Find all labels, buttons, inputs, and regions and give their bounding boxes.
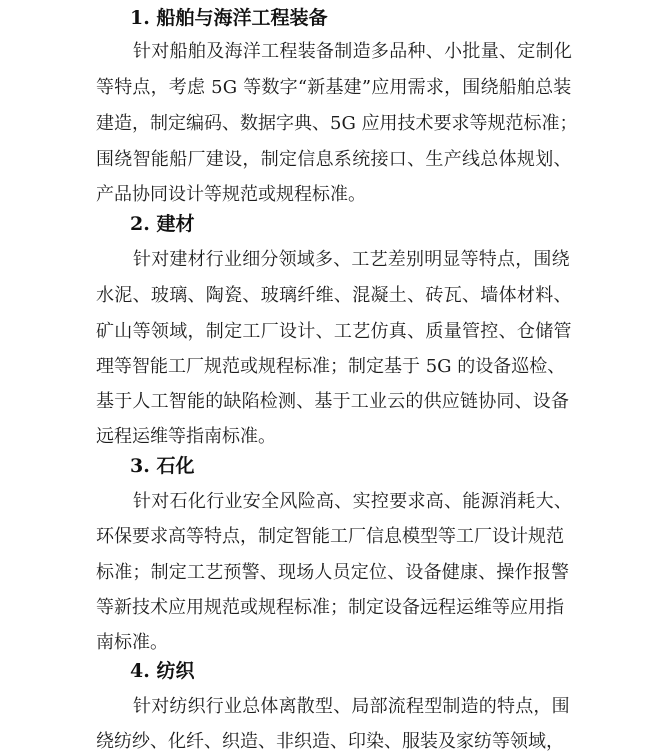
paragraph-line: 围绕智能船厂建设，制定信息系统接口、生产线总体规划、 — [96, 149, 572, 170]
paragraph-line: 理等智能工厂规范或规程标准；制定基于 5G 的设备巡检、 — [96, 356, 566, 377]
paragraph-line: 针对纺织行业总体离散型、局部流程型制造的特点，围 — [133, 696, 570, 717]
paragraph-line: 矿山等领域，制定工厂设计、工艺仿真、质量管控、仓储管 — [96, 321, 572, 342]
section-heading-3: 3. 石化 — [130, 455, 195, 477]
paragraph-line: 针对建材行业细分领域多、工艺差别明显等特点，围绕 — [133, 249, 570, 270]
paragraph-line: 绕纺纱、化纤、织造、非织造、印染、服装及家纺等领域， — [96, 731, 564, 752]
paragraph-line: 等特点，考虑 5G 等数字“新基建”应用需求，围绕船舶总装 — [96, 77, 572, 98]
paragraph-line: 建造，制定编码、数据字典、5G 应用技术要求等规范标准； — [96, 113, 578, 134]
section-heading-1: 1. 船舶与海洋工程装备 — [130, 7, 328, 29]
paragraph-line: 等新技术应用规范或规程标准；制定设备远程运维等应用指 — [96, 597, 564, 618]
paragraph-line: 基于人工智能的缺陷检测、基于工业云的供应链协同、设备 — [96, 391, 570, 412]
paragraph-line: 水泥、玻璃、陶瓷、玻璃纤维、混凝土、砖瓦、墙体材料、 — [96, 285, 572, 306]
paragraph-line: 针对石化行业安全风险高、实控要求高、能源消耗大、 — [133, 491, 573, 512]
paragraph-line: 远程运维等指南标准。 — [96, 426, 276, 447]
paragraph-line: 产品协同设计等规范或规程标准。 — [96, 184, 366, 205]
section-heading-4: 4. 纺织 — [130, 660, 195, 682]
paragraph-line: 标准；制定工艺预警、现场人员定位、设备健康、操作报警 — [96, 562, 570, 583]
section-heading-2: 2. 建材 — [130, 213, 195, 235]
paragraph-line: 针对船舶及海洋工程装备制造多品种、小批量、定制化 — [133, 41, 573, 62]
paragraph-line: 环保要求高等特点，制定智能工厂信息模型等工厂设计规范 — [96, 526, 564, 547]
paragraph-line: 南标准。 — [96, 632, 168, 653]
